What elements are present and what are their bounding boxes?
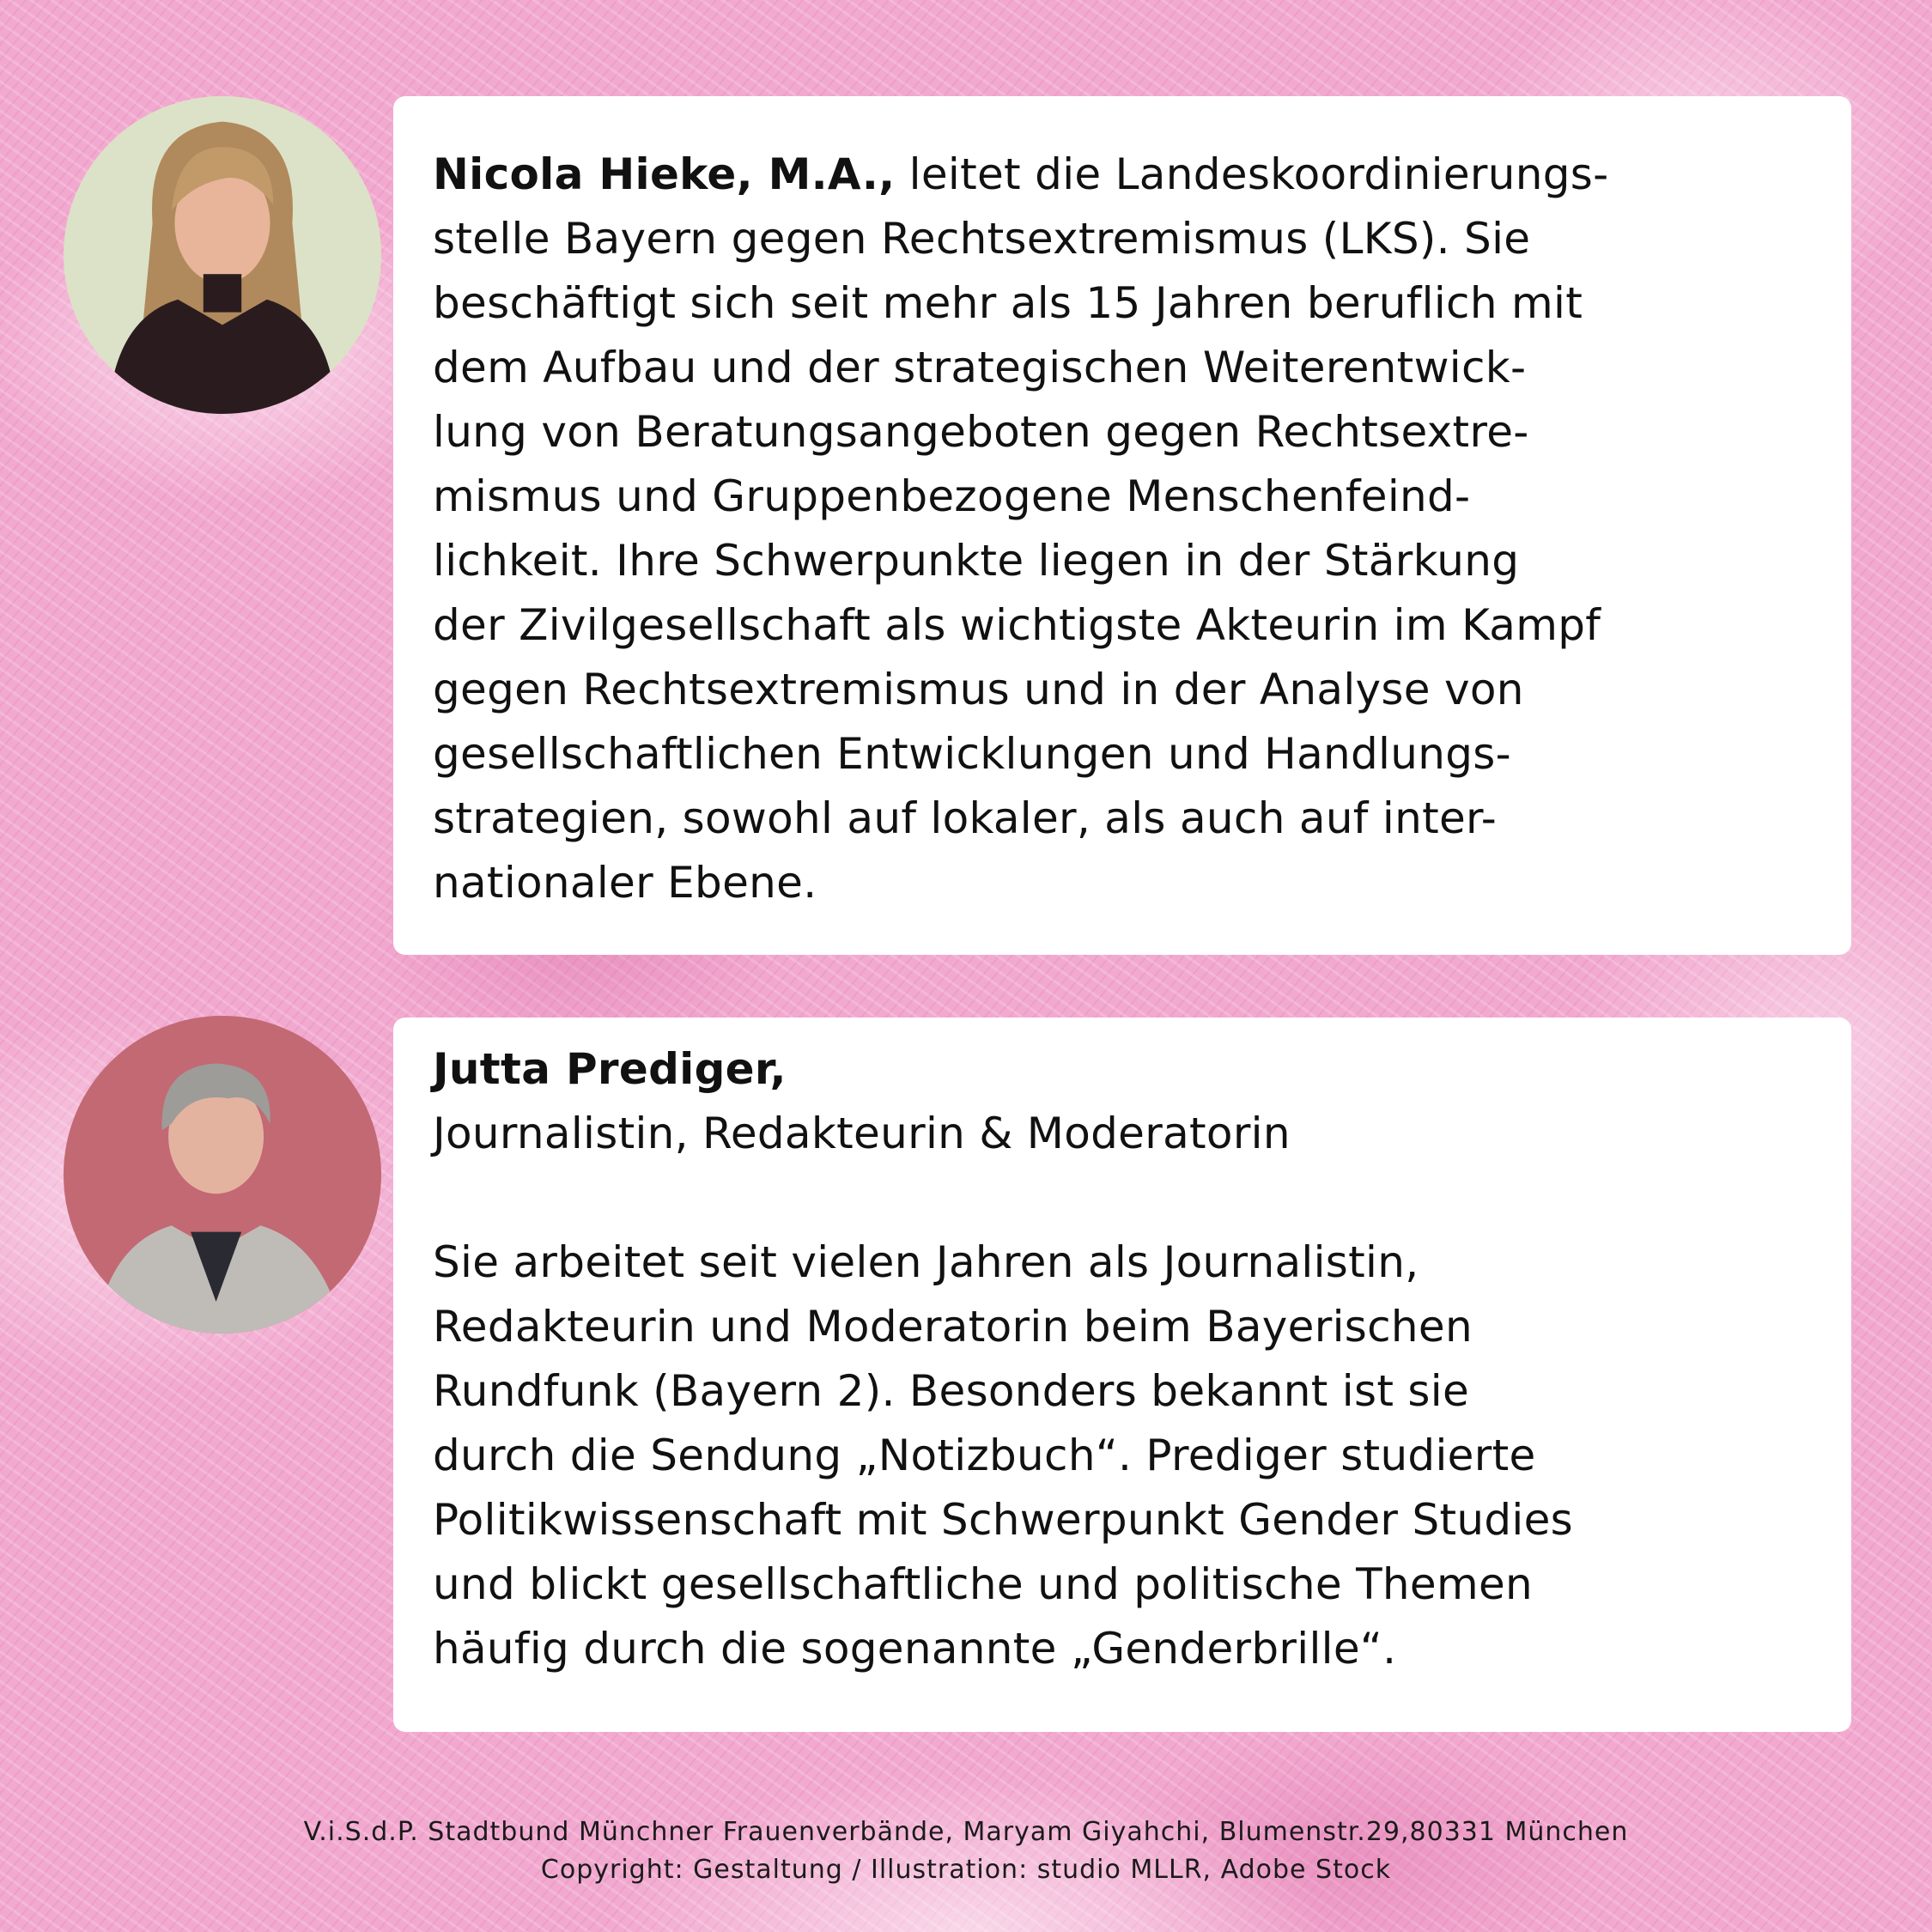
bio-line: durch die Sendung „Notizbuch“. Prediger studierte: [433, 1431, 1536, 1480]
bio-line: beschäftigt sich seit mehr als 15 Jahren beruflich mit: [433, 278, 1583, 328]
bio-line: nationaler Ebene.: [433, 858, 817, 908]
imprint-footer: [0, 1814, 1932, 1889]
profile-text-nicola-hieke: [433, 143, 1824, 915]
bio-line: lichkeit. Ihre Schwerpunkte liegen in der Stärkung: [433, 536, 1520, 586]
person-name: Jutta Prediger,: [433, 1044, 787, 1094]
bio-line: gegen Rechtsextremismus und in der Analyse von: [433, 665, 1524, 714]
bio-line: Rundfunk (Bayern 2). Besonders bekannt ist sie: [433, 1366, 1470, 1416]
avatar-jutta-prediger: [64, 1016, 381, 1334]
bio-line: häufig durch die sogenannte „Genderbrille“.: [433, 1624, 1397, 1674]
copyright-line: Copyright: Gestaltung / Illustration: studio MLLR, Adobe Stock: [540, 1855, 1392, 1885]
bio-line: Politikwissenschaft mit Schwerpunkt Gender Studies: [433, 1495, 1574, 1545]
bio-line: stelle Bayern gegen Rechtsextremismus (LKS). Sie: [433, 214, 1531, 264]
bio-line: dem Aufbau und der strategischen Weiterentwick-: [433, 343, 1527, 392]
bio-line: Sie arbeitet seit vielen Jahren als Journalistin,: [433, 1237, 1419, 1287]
person-name: Nicola Hieke, M.A.,: [433, 149, 896, 199]
bio-line: mismus und Gruppenbezogene Menschenfeind-: [433, 471, 1471, 521]
bio-paragraph: [433, 143, 1824, 207]
portrait-photo-icon: [64, 1016, 381, 1334]
person-role: Journalistin, Redakteurin & Moderatorin: [433, 1109, 1291, 1158]
portrait-photo-icon: [64, 96, 381, 414]
bio-line: und blickt gesellschaftliche und politische Themen: [433, 1559, 1534, 1609]
bio-line: leitet die Landeskoordinierungs-: [895, 149, 1609, 199]
bio-line: der Zivilgesellschaft als wichtigste Akteurin im Kampf: [433, 600, 1601, 650]
bio-line: Redakteurin und Moderatorin beim Bayerischen: [433, 1302, 1473, 1352]
bio-line: gesellschaftlichen Entwicklungen und Handlungs-: [433, 729, 1511, 779]
bio-line: lung von Beratungsangeboten gegen Rechtsextre-: [433, 407, 1529, 457]
profile-text-jutta-prediger: [433, 1037, 1824, 1681]
imprint-line: V.i.S.d.P. Stadtbund Münchner Frauenverbände, Maryam Giyahchi, Blumenstr.29,80331 München: [303, 1817, 1629, 1847]
spacer: [433, 1166, 1824, 1230]
bio-line: strategien, sowohl auf lokaler, als auch auf inter-: [433, 793, 1498, 843]
avatar-nicola-hieke: [64, 96, 381, 414]
